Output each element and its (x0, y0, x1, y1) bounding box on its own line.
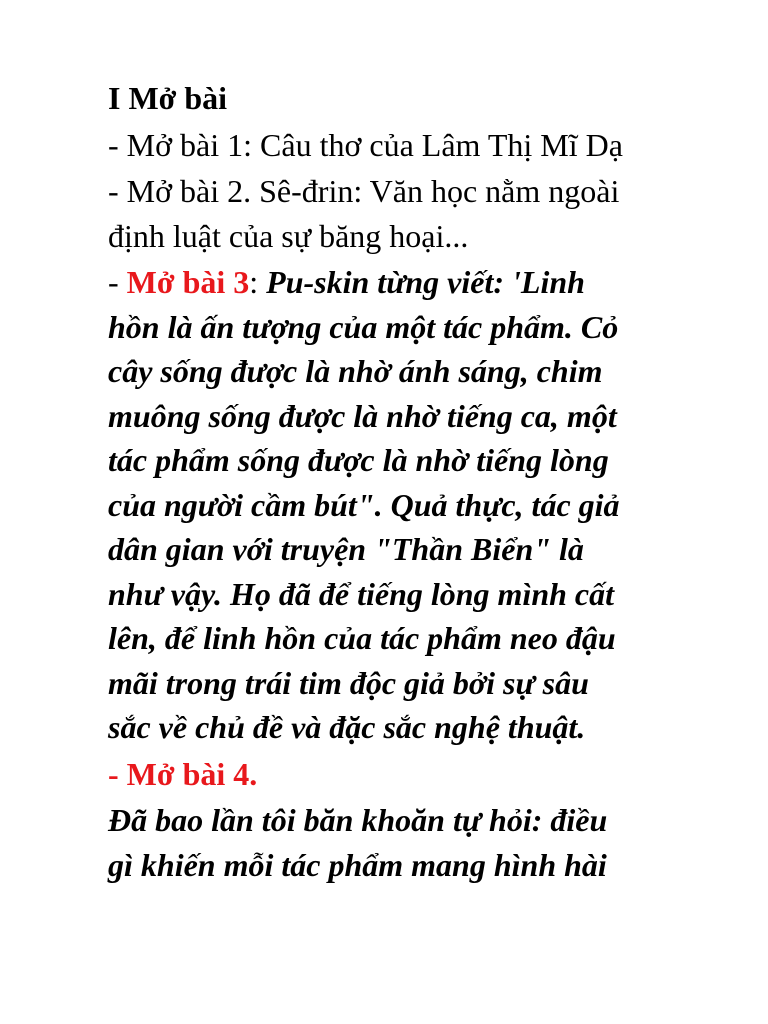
intro-option-3-line: hồn là ấn tượng của một tác phẩm. Cỏ (108, 308, 619, 345)
intro-option-2 (108, 169, 708, 258)
intro-option-3-dash: - (108, 264, 127, 300)
intro-option-3-quote-start: Pu-skin từng viết: 'Linh (266, 264, 585, 300)
intro-option-3-line: lên, để linh hồn của tác phẩm neo đậu (108, 620, 616, 656)
intro-option-1: - Mở bài 1: Câu thơ của Lâm Thị Mĩ Dạ (108, 126, 623, 163)
intro-option-4-heading: - Mở bài 4. (108, 755, 258, 792)
intro-option-4-line: Đã bao lần tôi băn khoăn tự hỏi: điều (108, 802, 608, 838)
intro-option-3-colon: : (249, 264, 267, 300)
intro-option-2-line: - Mở bài 2. Sê-đrin: Văn học nằm ngoài (108, 173, 620, 209)
intro-option-4-line: gì khiến mỗi tác phẩm mang hình hài (108, 846, 607, 883)
intro-option-3-line: muông sống được là nhờ tiếng ca, một (108, 397, 617, 434)
intro-option-3-line: như vậy. Họ đã để tiếng lòng mình cất (108, 575, 615, 612)
intro-option-2-line: định luật của sự băng hoại... (108, 217, 469, 254)
intro-option-3-line: dân gian với truyện "Thần Biển" là (108, 531, 584, 567)
intro-option-4-text (108, 798, 708, 887)
intro-option-3 (108, 260, 708, 750)
intro-option-3-line: tác phẩm sống được là nhờ tiếng lòng (108, 442, 609, 478)
intro-option-3-line: mãi trong trái tim độc giả bởi sự sâu (108, 664, 589, 701)
document-page (108, 76, 708, 889)
intro-option-3-line: cây sống được là nhờ ánh sáng, chim (108, 353, 603, 389)
intro-option-3-line: sắc về chủ đề và đặc sắc nghệ thuật. (108, 709, 586, 745)
intro-option-3-label: Mở bài 3 (126, 264, 250, 300)
section-heading: I Mở bài (108, 80, 228, 116)
intro-option-3-first-line (108, 260, 708, 305)
intro-option-3-line: của người cầm bút". Quả thực, tác giả (108, 486, 620, 523)
